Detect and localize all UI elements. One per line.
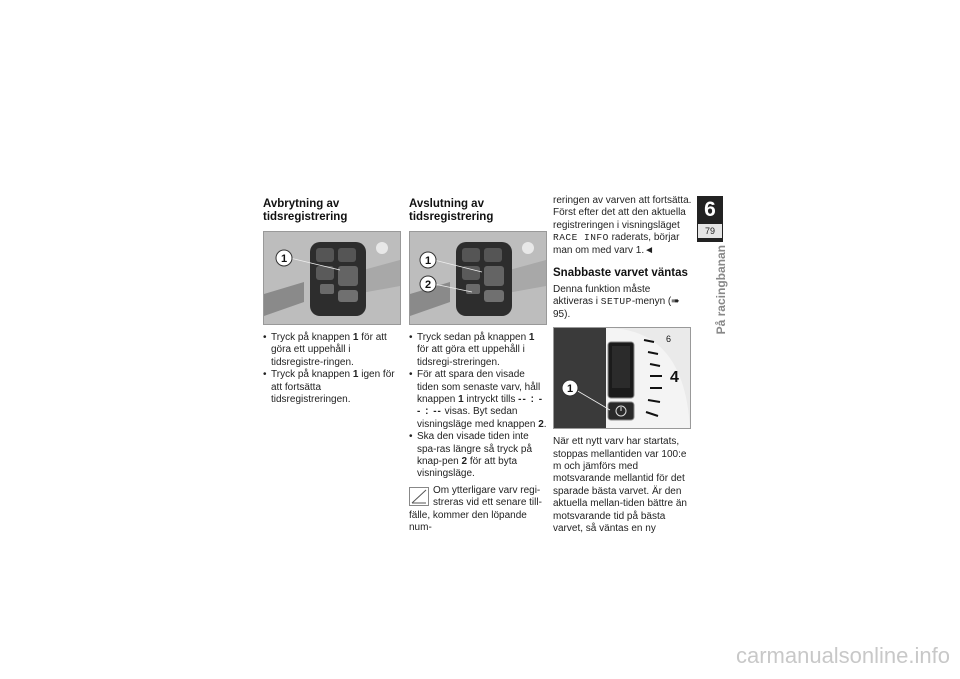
list-item: • Tryck på knappen 1 igen för att fortsätta tidsregistreringen.	[263, 369, 401, 406]
note-block	[409, 485, 547, 535]
note-triangle-icon	[409, 487, 429, 506]
heading-avbrytning: Avbrytning av tidsregistrering	[263, 198, 348, 223]
paragraph-continuation: reringen av varven att fortsätta. Först efter det att den aktuella registreringen i visningsläget RACE INFO raderats, börjar man om med varv 1.◄	[553, 195, 692, 256]
column-1	[263, 198, 401, 406]
callout-1: 1	[566, 383, 574, 396]
note-text: Om ytterligare varv regi-streras vid ett senare till-fälle, kommer den löpande num-	[409, 484, 542, 534]
list-item: • För att spara den visade tiden som senaste varv, håll knappen 1 intryckt tills -- : -- : -- visas. Byt sedan visningsläge med knappen 2.	[409, 369, 547, 431]
column-3	[553, 195, 693, 536]
chapter-number: 6	[704, 198, 716, 221]
list-item: • Ska den visade tiden inte spa-ras längre så tryck på knap-pen 2 för att byta visningsläge.	[409, 431, 547, 481]
watermark: carmanualsonline.info	[735, 643, 950, 668]
page-number: 79	[698, 224, 722, 238]
bullet-list-1	[263, 332, 401, 406]
list-item: • Tryck sedan på knappen 1 för att göra ett uppehåll i tidsregi-streringen.	[409, 332, 547, 369]
side-label: På racingbanan	[714, 245, 728, 335]
gauge-label-4: 4	[670, 369, 679, 387]
paragraph-mellantid: När ett nytt varv har startats, stoppas mellantiden var 100:e m och jämförs med motsvarande mellantid för det sparade bästa varvet. Är den aktuella mellan-tiden bättre än motsvarande tid på bästa varvet, så väntas en ny	[553, 436, 687, 535]
chapter-tab	[697, 196, 723, 242]
heading-snabbaste-varvet: Snabbaste varvet väntas	[553, 267, 688, 280]
column-2	[409, 198, 547, 535]
heading-avslutning: Avslutning av tidsregistrering	[409, 198, 494, 223]
callout-1: 1	[280, 253, 288, 265]
callout-1: 1	[424, 255, 432, 267]
handlebar-switch-photo-2	[409, 231, 547, 325]
list-item: • Tryck på knappen 1 för att göra ett uppehåll i tidsregistre-ringen.	[263, 332, 401, 369]
paragraph-setup: Denna funktion måste aktiveras i SETUP-menyn (➠ 95).	[553, 284, 680, 320]
callout-2: 2	[424, 279, 432, 291]
bullet-list-2	[409, 332, 547, 481]
instrument-cluster-photo	[553, 327, 691, 429]
handlebar-switch-photo-1	[263, 231, 401, 325]
gauge-label-6: 6	[666, 334, 672, 345]
